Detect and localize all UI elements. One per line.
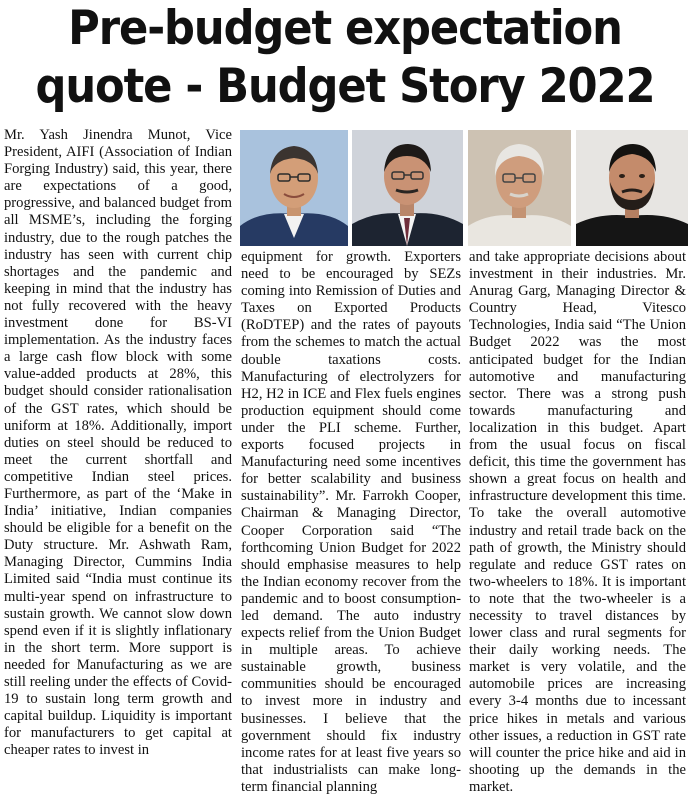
article-column-1: Mr. Yash Jinendra Munot, Vice President, AIFI (Association of Indian Forging Industry) said, this year, there are expectations of a good, progressive, and balanced budget from all MSME’s, including the forging industry, due to the rough patches the industry has seen with current chip shortages and the pandemic and keeping in mind that the industry has not fully recovered with the heavy investment done for BS-VI implementation. As the industry faces a large cash flow block with some value-added products at 28%, this budget should consider rationalisation of the GST rates, which should be uniform at 18%. Additionally, import duties on steel should be reduced to meet the current shortfall and competitive Indian steel prices. Furthermore, as part of the ‘Make in India’ initiative, Indian companies should be eligible for a benefit on the Duty structure. Mr. Ashwath Ram, Managing Director, Cummins India Limited said “India must continue its multi-year spend on infrastructure to sustain growth. We cannot slow down spend even if it is slightly inflationary in the short term. More support is needed for Manufacturing as we are still reeling under the effects of Covid-19 to sustain long term growth and capital buildup. Liquidity is important for manufacturers to get capital at cheaper rates to invest in bbox=[4, 127, 232, 759]
headline-line-2: quote - Budget Story 2022 bbox=[35, 59, 655, 114]
headline-line-1: Pre-budget expectation bbox=[68, 1, 622, 56]
portrait-strip bbox=[240, 130, 688, 246]
headline bbox=[28, 0, 663, 126]
portrait-man-beard-icon bbox=[576, 130, 688, 246]
portrait-man-tie-icon bbox=[352, 130, 463, 246]
article-column-2: equipment for growth. Exporters need to be encouraged by SEZs coming into Remission of Duties and Taxes on Exported Products (RoDTEP) and the rates of payouts from the schemes to match the actual double taxations costs. Manufacturing of electrolyzers for H2, H2 in ICE and Flex fuels engines production equipment should come under the PLI scheme. Further, exports focused projects in Manufacturing need some incentives for better scalability and business sustainability”. Mr. Farrokh Cooper, Chairman & Managing Director, Cooper Corporation said “The forthcoming Union Budget for 2022 should emphasise measures to help the Indian economy recover from the pandemic and to boost consumption-led demand. The auto industry expects relief from the Union Budget in multiple areas. To achieve sustainable growth, business communities should be encouraged to invest more in industry and businesses. I believe that the government should fix industry income rates for at least five years so that industrialists can make long-term financial planning bbox=[241, 249, 461, 795]
article-column-3: and take appropriate decisions about investment in their industries. Mr. Anurag Garg, Managing Director & Country Head, Vitesco Technologies, India said “The Union Budget 2022 was the most anticipated budget for the Indian automotive and manufacturing sector. There was a strong push towards manufacturing and localization in this budget. Apart from the usual focus on fiscal deficit, this time the government has shown a great focus on health and infrastructure development this time. To take the overall automotive industry and retail trade back on the path of growth, the Ministry should regulate and reduce GST rates on two-wheelers to 18%. It is important to note that the two-wheeler is a necessity to travel distances by lower class and rural segments for their daily working needs. The market is very volatile, and the automobile prices are increasing every 3-4 months due to incessant price hikes in metals and various other issues, a reduction in GST rate will counter the price hike and aid in shooting up the demands in the market. bbox=[469, 249, 686, 795]
portrait-man-bald-glasses-icon bbox=[240, 130, 348, 246]
portrait-man-white-hair-glasses-icon bbox=[468, 130, 571, 246]
